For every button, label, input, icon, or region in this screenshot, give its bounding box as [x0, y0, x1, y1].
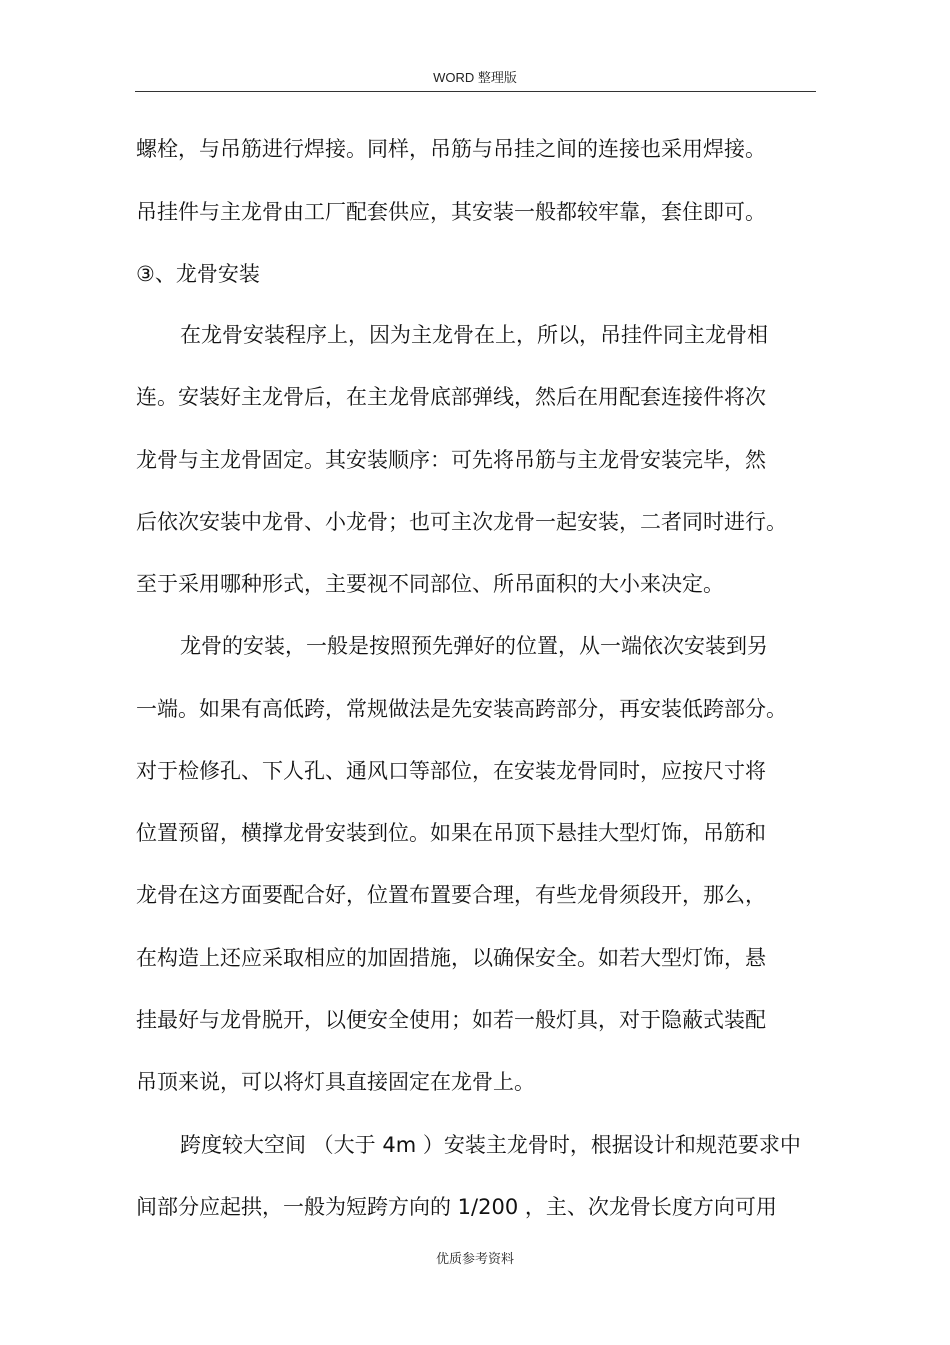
body-line: 间部分应起拱，一般为短跨方向的 1/200 ，主、次龙骨长度方向可用: [136, 1195, 777, 1219]
body-line: 螺栓，与吊筋进行焊接。同样，吊筋与吊挂之间的连接也采用焊接。: [136, 137, 766, 161]
body-line: 跨度较大空间 （大于 4m ）安装主龙骨时，根据设计和规范要求中: [180, 1133, 801, 1157]
body-line: 在龙骨安装程序上，因为主龙骨在上，所以，吊挂件同主龙骨相: [180, 323, 768, 347]
section-heading: ③、龙骨安装: [136, 262, 260, 286]
body-line: 一端。如果有高低跨，常规做法是先安装高跨部分，再安装低跨部分。: [136, 697, 787, 721]
page-header: WORD 整理版: [433, 70, 517, 85]
body-line: 吊挂件与主龙骨由工厂配套供应，其安装一般都较牢靠，套住即可。: [136, 200, 766, 224]
body-line: 龙骨在这方面要配合好，位置布置要合理，有些龙骨须段开，那么，: [136, 883, 766, 907]
body-line: 吊顶来说，可以将灯具直接固定在龙骨上。: [136, 1070, 535, 1094]
page-footer: 优质参考资料: [435, 1252, 514, 1267]
body-line: 至于采用哪种形式，主要视不同部位、所吊面积的大小来决定。: [136, 572, 724, 596]
body-line: 龙骨的安装，一般是按照预先弹好的位置，从一端依次安装到另: [180, 634, 768, 658]
body-line: 对于检修孔、下人孔、通风口等部位，在安装龙骨同时，应按尺寸将: [136, 759, 766, 783]
body-line: 连。安装好主龙骨后，在主龙骨底部弹线，然后在用配套连接件将次: [136, 385, 766, 409]
body-line: 龙骨与主龙骨固定。其安装顺序：可先将吊筋与主龙骨安装完毕，然: [136, 448, 766, 472]
body-line: 在构造上还应采取相应的加固措施，以确保安全。如若大型灯饰，悬: [136, 946, 766, 970]
body-line: 位置预留，横撑龙骨安装到位。如果在吊顶下悬挂大型灯饰，吊筋和: [136, 821, 766, 845]
header-divider: [135, 91, 816, 92]
body-line: 后依次安装中龙骨、小龙骨；也可主次龙骨一起安装，二者同时进行。: [136, 510, 787, 534]
body-line: 挂最好与龙骨脱开，以便安全使用；如若一般灯具，对于隐蔽式装配: [136, 1008, 766, 1032]
